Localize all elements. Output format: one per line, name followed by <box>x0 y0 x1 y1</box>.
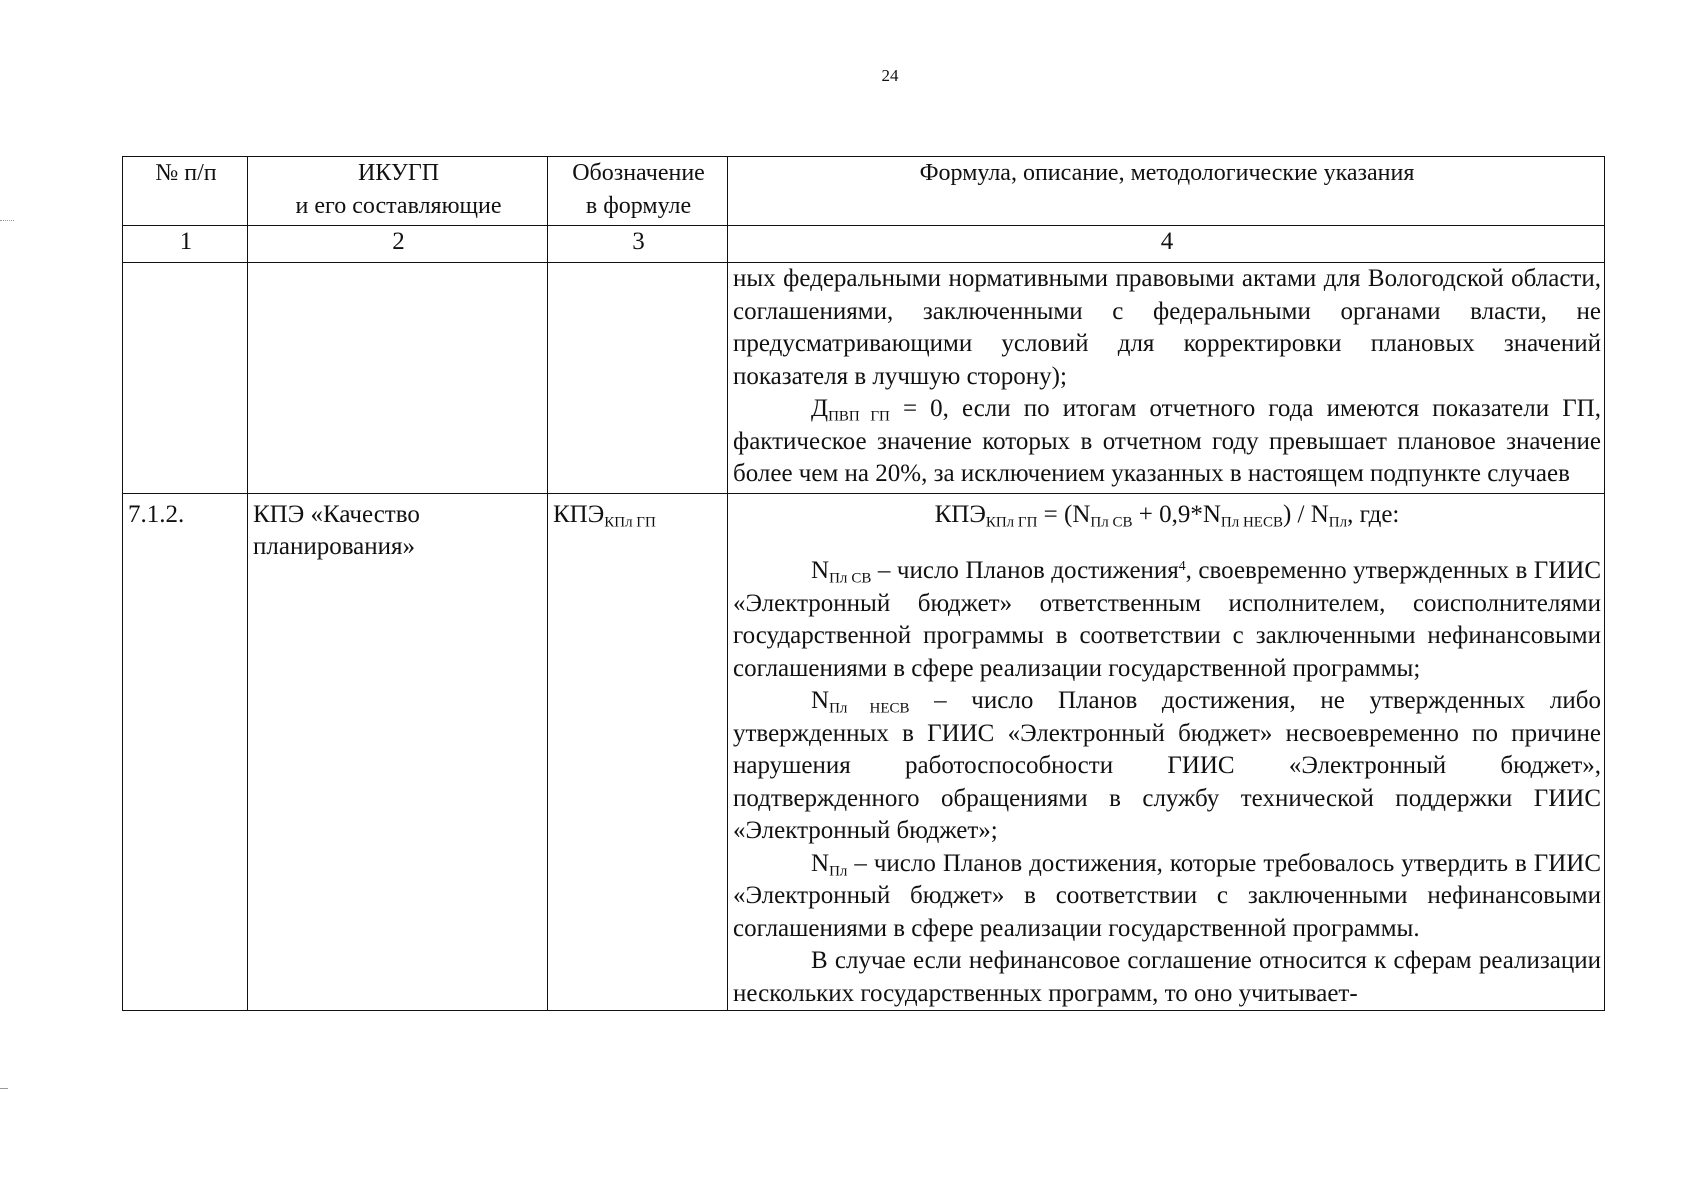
def-subscript: Пл НЕСВ <box>829 700 910 717</box>
column-number-2: 2 <box>248 226 548 263</box>
header-symbol-line1: Обозначение <box>572 160 705 186</box>
def-symbol: N <box>811 557 830 584</box>
cell-empty <box>248 263 548 494</box>
header-indicator <box>248 157 548 226</box>
header-formula <box>728 157 1605 226</box>
def-text: – число Планов достижения <box>871 557 1179 584</box>
formula <box>733 499 1601 532</box>
indicator-name-text: КПЭ «Качество планирования» <box>253 500 420 560</box>
multi-program-note: В случае если нефинансовое соглашение относится к сферам реализации нескольких государственных программ, то оно учитывает- <box>733 947 1601 1007</box>
dpvp-symbol: Д <box>811 395 829 422</box>
indicator-symbol-base: КПЭ <box>553 500 605 528</box>
cell-empty <box>548 263 728 494</box>
formula-sub: Пл НЕСВ <box>1220 514 1283 530</box>
dpvp-condition-paragraph <box>733 393 1601 491</box>
def-symbol: N <box>811 849 830 877</box>
header-number <box>123 157 248 226</box>
def-subscript: Пл <box>829 863 848 879</box>
formula-part: + 0,9*N <box>1132 500 1221 528</box>
formula-lhs-sub: КПл ГП <box>985 514 1038 530</box>
continuation-paragraph: ных федеральными нормативными правовыми актами для Вологодской области, соглашениями, заключенными с федеральными органами власти, не предусматривающими условий для корректировки плановых значений показателя в лучшую сторону); <box>733 265 1601 390</box>
table-row-continuation <box>123 263 1605 494</box>
indicator-symbol-subscript: КПл ГП <box>604 514 656 530</box>
header-number-label: № п/п <box>155 160 217 186</box>
def-subscript: Пл СВ <box>829 570 872 587</box>
table-row-7-1-2 <box>123 493 1605 1011</box>
indicator-name <box>248 493 548 1011</box>
cell-empty <box>123 263 248 494</box>
formula-part: ) / N <box>1282 500 1329 528</box>
def-symbol: N <box>811 687 830 714</box>
formula-sub: Пл <box>1328 514 1348 530</box>
page-number: 24 <box>881 66 899 85</box>
definition-npl-nesv <box>733 685 1601 848</box>
header-symbol-line2: в формуле <box>585 193 692 219</box>
definition-npl-sv <box>733 555 1601 685</box>
table-header-row <box>123 157 1605 226</box>
def-text: – число Планов достижения, не утвержденных либо утвержденных в ГИИС «Электронный бюджет» несвоевременно по причине нарушения работоспособности ГИИС «Электронный бюджет», подтвержденного обращениями в службу технической поддержки ГИИС «Электронный бюджет»; <box>733 687 1601 844</box>
dpvp-subscript: ПВП ГП <box>828 408 890 425</box>
header-indicator-line1: ИКУГП <box>357 160 440 186</box>
header-formula-label: Формула, описание, методологические указания <box>919 160 1415 186</box>
def-text: , своевременно утвержденных в ГИИС «Электронный бюджет» ответственным исполнителем, соисполнителями государственной программы в соответствии с заключенными нефинансовыми соглашениями в сфере реализации государственной программы; <box>733 557 1602 682</box>
indicators-table <box>122 156 1605 1011</box>
dpvp-text: = 0, если по итогам отчетного года имеются показатели ГП, фактическое значение которых в отчетном году превышает плановое значение более чем на 20%, за исключением указанных в настоящем подпункте случаев <box>733 395 1601 487</box>
column-number-3: 3 <box>548 226 728 263</box>
header-indicator-line2: и его составляющие <box>295 193 502 219</box>
formula-sub: Пл СВ <box>1090 514 1133 530</box>
footnote-marker: 4 <box>1178 557 1186 573</box>
scan-margin-mark <box>0 220 14 221</box>
formula-part: , где: <box>1347 500 1400 528</box>
column-number-4: 4 <box>728 226 1605 263</box>
scan-margin-mark <box>0 1088 8 1089</box>
row-number: 7.1.2. <box>123 493 248 1011</box>
formula-lhs: КПЭ <box>934 500 986 528</box>
column-number-1: 1 <box>123 226 248 263</box>
cell-description <box>728 263 1605 494</box>
column-number-row <box>123 226 1605 263</box>
formula-part: = (N <box>1037 500 1091 528</box>
indicator-symbol <box>548 493 728 1011</box>
definition-npl <box>733 848 1601 946</box>
cell-formula-description <box>728 493 1605 1011</box>
def-text: – число Планов достижения, которые требовалось утвердить в ГИИС «Электронный бюджет» в соответствии с заключенными нефинансовыми соглашениями в сфере реализации государственной программы. <box>733 849 1601 942</box>
header-symbol <box>548 157 728 226</box>
